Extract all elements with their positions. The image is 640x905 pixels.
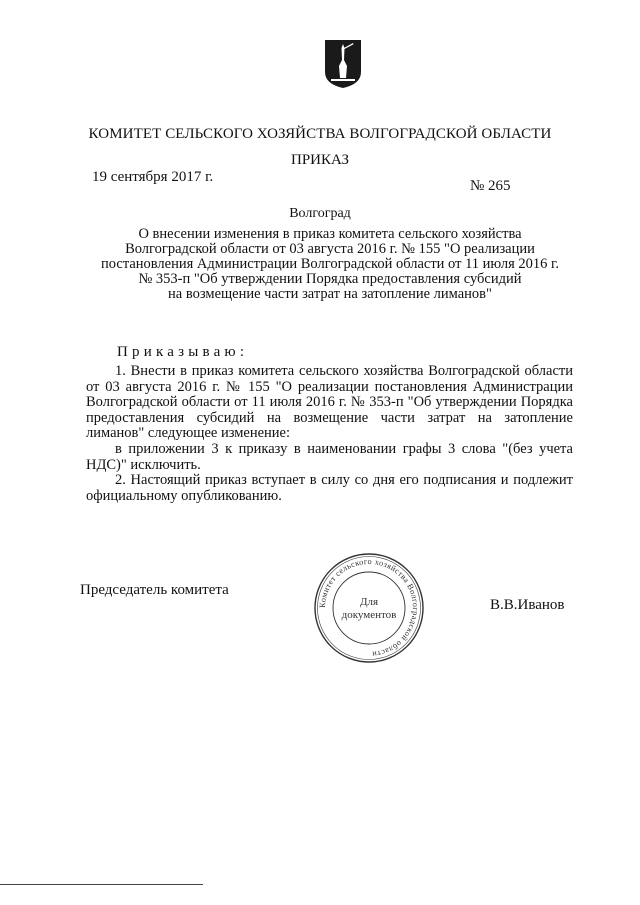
stamp-ring-text: Комитет сельского хозяйства Волгоградской области	[317, 556, 421, 659]
subject-line: № 353-п "Об утверждении Порядка предоставления субсидий	[138, 271, 522, 287]
subject-line: О внесении изменения в приказ комитета сельского хозяйства	[138, 226, 522, 242]
footer-divider	[0, 884, 203, 885]
organization-title: КОМИТЕТ СЕЛЬСКОГО ХОЗЯЙСТВА ВОЛГОГРАДСКОЙ ОБЛАСТИ	[88, 126, 552, 142]
signatory-position: Председатель комитета	[80, 582, 229, 598]
volgograd-coat-of-arms-icon	[323, 38, 363, 90]
document-city: Волгоград	[289, 206, 351, 221]
document-number: № 265	[470, 178, 511, 194]
body-paragraph-1: 1. Внести в приказ комитета сельского хозяйства Волгоградской области от 03 августа 2016 г. № 155 "О реализации постановления Администрации Волгоградской области от 11 июля 2016 г. № 353-п "Об утверждении Порядка предоставления субсидий на возмещение части затрат на затопление лиманов" следующее изменение:	[86, 363, 573, 442]
stamp-center-line-2: документов	[341, 609, 397, 621]
subject-line: постановления Администрации Волгоградской области от 11 июля 2016 г.	[101, 256, 559, 272]
signatory-name: В.В.Иванов	[490, 597, 565, 613]
stamp-center-line-1: Для	[359, 596, 379, 608]
subject-line: на возмещение части затрат на затопление лиманов"	[168, 286, 492, 302]
body-paragraph-1-sub: в приложении 3 к приказу в наименовании графы 3 слова "(без учета НДС)" исключить.	[86, 440, 573, 473]
official-stamp	[313, 552, 425, 664]
order-word: Приказываю:	[117, 344, 249, 360]
document-date: 19 сентября 2017 г.	[92, 169, 214, 185]
document-subject	[100, 227, 560, 302]
coat-of-arms-emblem	[323, 38, 363, 90]
stamp-seal-icon	[313, 552, 425, 664]
document-type: ПРИКАЗ	[291, 152, 349, 168]
document-body	[86, 364, 573, 504]
subject-line: Волгоградской области от 03 августа 2016 г. № 155 "О реализации	[125, 241, 535, 257]
body-paragraph-2: 2. Настоящий приказ вступает в силу со дня его подписания и подлежит официальному опубликованию.	[86, 472, 573, 504]
